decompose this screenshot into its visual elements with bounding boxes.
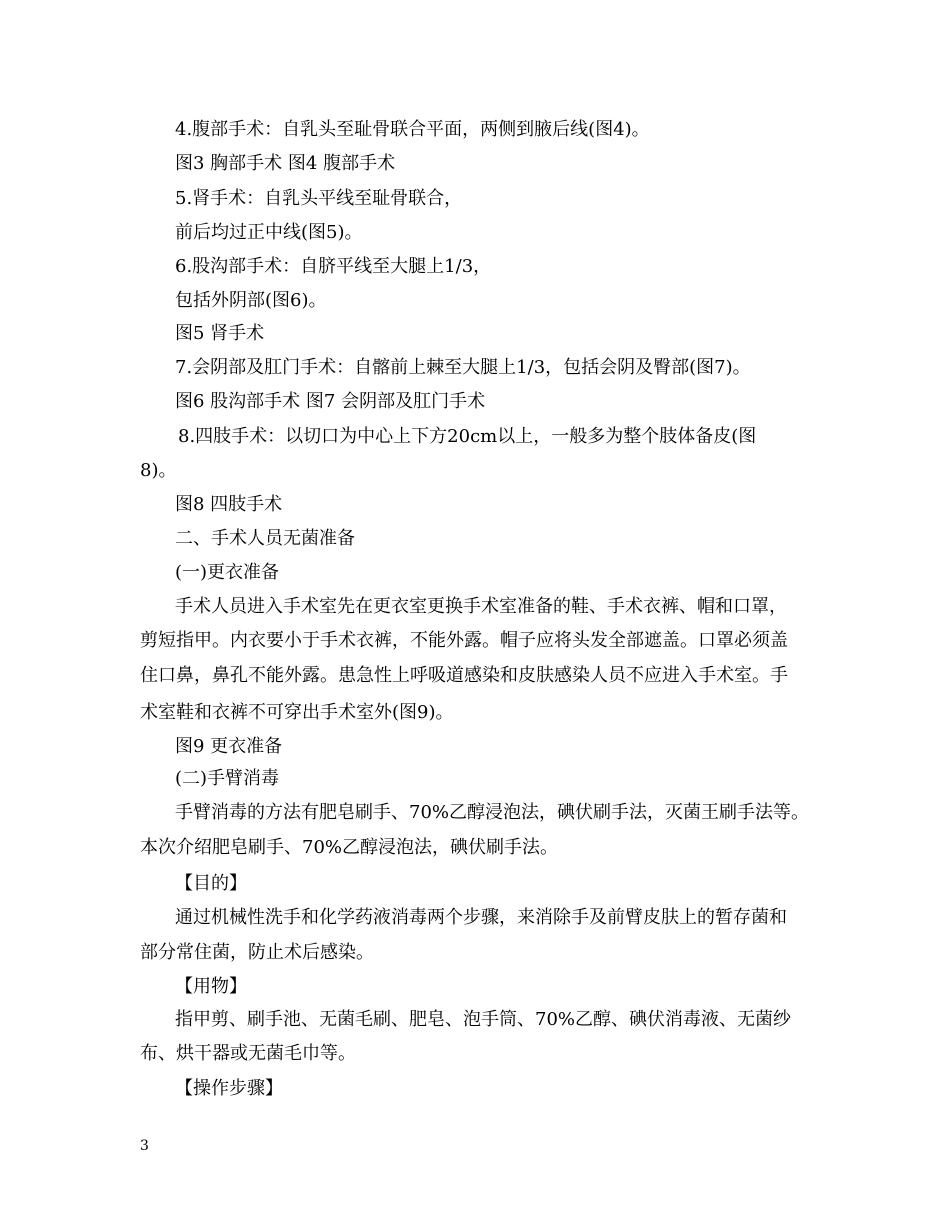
paragraph-line: 手术人员进入手术室先在更衣室更换手术室准备的鞋、手术衣裤、帽和口罩， [175, 596, 787, 617]
paragraph-line: 布、烘干器或无菌毛巾等。 [140, 1043, 356, 1064]
text-line: 包括外阴部(图6)。 [175, 290, 327, 311]
text-line: 5.肾手术：自乳头平线至耻骨联合， [175, 188, 463, 209]
text-line: 6.股沟部手术：自脐平线至大腿上1/3， [175, 256, 492, 277]
paragraph-line: 指甲剪、刷手池、无菌毛刷、肥皂、泡手筒、70%乙醇、碘伏消毒液、无菌纱 [175, 1009, 792, 1030]
figure-caption: 图3 胸部手术 图4 腹部手术 [175, 153, 396, 174]
subsection-heading: (二)手臂消毒 [175, 768, 280, 789]
figure-caption: 图6 股沟部手术 图7 会阴部及肛门手术 [175, 391, 486, 412]
page-number: 3 [140, 1138, 149, 1154]
bracket-heading: 【操作步骤】 [175, 1078, 283, 1099]
bracket-heading: 【用物】 [175, 976, 247, 997]
figure-caption: 图9 更衣准备 [175, 736, 283, 757]
text-line: 7.会阴部及肛门手术：自髂前上棘至大腿上1/3，包括会阴及臀部(图7)。 [175, 357, 751, 378]
paragraph-line: 住口鼻，鼻孔不能外露。患急性上呼吸道感染和皮肤感染人员不应进入手术室。手 [140, 665, 788, 686]
paragraph-line: 本次介绍肥皂刷手、70%乙醇浸泡法，碘伏刷手法。 [140, 837, 559, 858]
text-line: 8.四肢手术：以切口为中心上下方20cm以上，一般多为整个肢体备皮(图 [178, 426, 757, 447]
subsection-heading: (一)更衣准备 [175, 562, 280, 583]
bracket-heading: 【目的】 [175, 873, 247, 894]
paragraph-line: 通过机械性洗手和化学药液消毒两个步骤，来消除手及前臂皮肤上的暂存菌和 [175, 907, 787, 928]
section-heading: 二、手术人员无菌准备 [175, 528, 355, 549]
figure-caption: 图5 肾手术 [175, 323, 265, 344]
paragraph-line: 手臂消毒的方法有肥皂刷手、70%乙醇浸泡法，碘伏刷手法，灭菌王刷手法等。 [175, 802, 810, 823]
figure-caption: 图8 四肢手术 [175, 494, 283, 515]
text-line: 4.腹部手术：自乳头至耻骨联合平面，两侧到腋后线(图4)。 [175, 119, 650, 140]
paragraph-line: 术室鞋和衣裤不可穿出手术室外(图9)。 [140, 702, 454, 723]
paragraph-line: 部分常住菌，防止术后感染。 [140, 942, 374, 963]
text-line: 8)。 [140, 460, 177, 481]
paragraph-line: 剪短指甲。内衣要小于手术衣裤，不能外露。帽子应将头发全部遮盖。口罩必须盖 [140, 630, 788, 651]
text-line: 前后均过正中线(图5)。 [175, 222, 363, 243]
